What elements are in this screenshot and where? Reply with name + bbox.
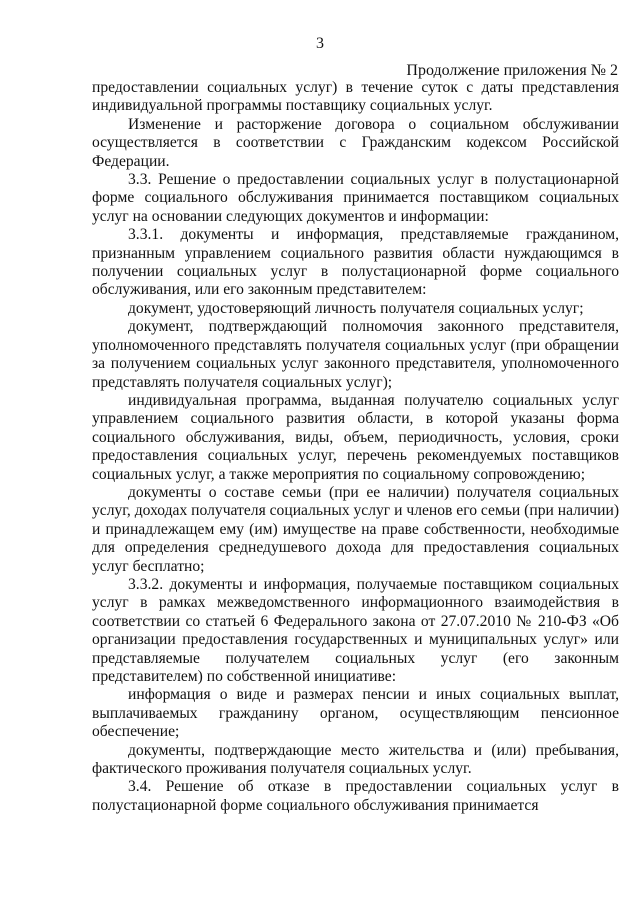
paragraph-3-3-2: 3.3.2. документы и информация, получаемые поставщиком социальных услуг в рамках межведомственного информационного взаимодействия в соответствии со статьей 6 Федерального закона от 27.07.2010 № 210-ФЗ «Об организации предоставления государственных и муниципальных услуг» или представляемые получателем социальных услуг (его законным представителем) по собственной инициативе:	[92, 575, 619, 685]
document-body	[92, 79, 619, 815]
paragraph-identity-document: документ, удостоверяющий личность получателя социальных услуг;	[128, 299, 584, 317]
paragraph-contract-change: Изменение и расторжение договора о социальном обслуживании осуществляется в соответствии с Гражданским кодексом Российской Федерации.	[92, 115, 619, 170]
paragraph-residence-documents: документы, подтверждающие место жительства и (или) пребывания, фактического проживания получателя социальных услуг.	[92, 741, 619, 778]
appendix-continuation-note: Продолжение приложения № 2	[406, 62, 618, 79]
paragraph-continuation: предоставлении социальных услуг) в течение суток с даты представления индивидуальной программы поставщику социальных услуг.	[92, 79, 619, 115]
paragraph-3-3-1: 3.3.1. документы и информация, представляемые гражданином, признанным управлением социального развития области нуждающимся в получении социальных услуг в полустационарной форме социального обслуживания, или его законным представителем:	[92, 226, 619, 299]
paragraph-3-4: 3.4. Решение об отказе в предоставлении социальных услуг в полустационарной форме социального обслуживания принимается	[92, 778, 619, 814]
paragraph-individual-program: индивидуальная программа, выданная получателю социальных услуг управлением социального развития области, в которой указаны форма социального обслуживания, виды, объем, периодичность, условия, сроки предоставления социальных услуг, перечень рекомендуемых поставщиков социальных услуг, а также мероприятия по социальному сопровождению;	[92, 391, 619, 483]
paragraph-3-3: 3.3. Решение о предоставлении социальных услуг в полустационарной форме социального обслуживания принимается поставщиком социальных услуг на основании следующих документов и информации:	[92, 171, 619, 225]
paragraph-family-income-documents: документы о составе семьи (при ее наличии) получателя социальных услуг, доходах получателя социальных услуг и членов его семьи (при наличии) и принадлежащем ему (им) имуществе на праве собственности, необходимые для определения среднедушевого дохода для предоставления социальных услуг бесплатно;	[92, 483, 620, 575]
page-number: 3	[316, 35, 324, 52]
paragraph-representative-document: документ, подтверждающий полномочия законного представителя, уполномоченного представлять получателя социальных услуг (при обращении за получением социальных услуг законного представителя, уполномоченного представлять получателя социальных услуг);	[92, 318, 619, 391]
paragraph-pension-info: информация о виде и размерах пенсии и иных социальных выплат, выплачиваемых гражданину органом, осуществляющим пенсионное обеспечение;	[92, 686, 619, 741]
